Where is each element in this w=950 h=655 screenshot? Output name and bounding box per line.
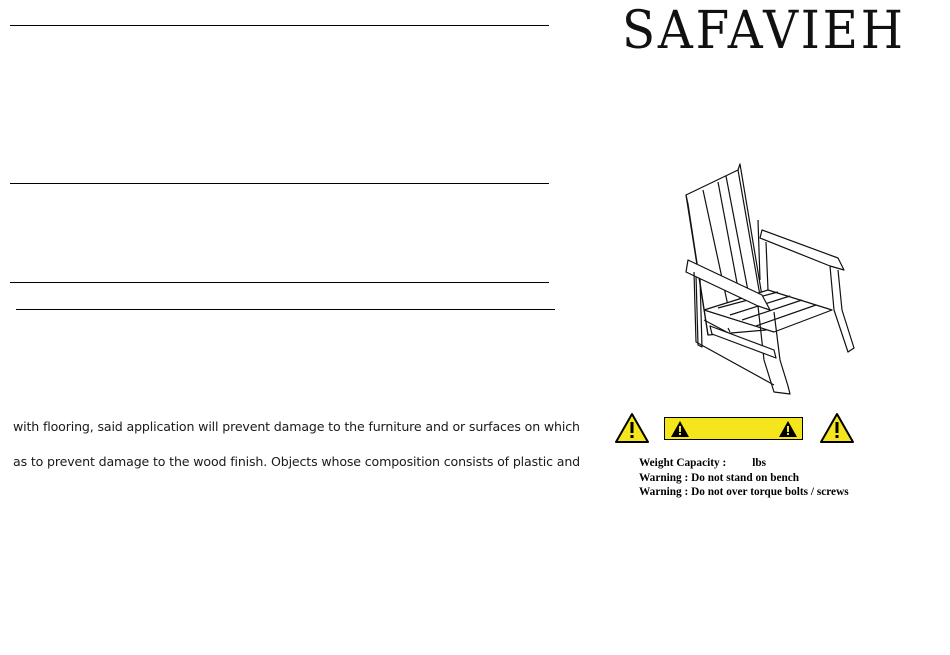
form-rule: [10, 25, 549, 26]
warning-torque: Warning : Do not over torque bolts / screws: [639, 486, 849, 499]
specs-block: [639, 456, 939, 500]
form-rule: [10, 282, 549, 283]
care-instructions-line: as to prevent damage to the wood finish. Objects whose composition consists of plastic and: [13, 454, 580, 469]
warning-banner: [664, 417, 803, 440]
warning-triangle-icon: [670, 420, 690, 438]
chair-illustration: [678, 160, 862, 396]
weight-unit: lbs: [752, 457, 767, 469]
warning-triangle-icon: [614, 412, 650, 444]
warning-triangle-icon: [778, 420, 798, 438]
form-rule: [10, 183, 549, 184]
brand-logo: SAFAVIEH: [622, 1, 906, 61]
warning-triangle-icon: [819, 412, 855, 444]
warning-bench: Warning : Do not stand on bench: [639, 471, 800, 484]
care-instructions-line: with flooring, said application will prevent damage to the furniture and or surfaces on which: [13, 419, 580, 434]
weight-capacity-label: Weight Capacity :: [639, 457, 727, 469]
form-rule: [16, 309, 555, 310]
weight-capacity-row: [639, 456, 939, 471]
